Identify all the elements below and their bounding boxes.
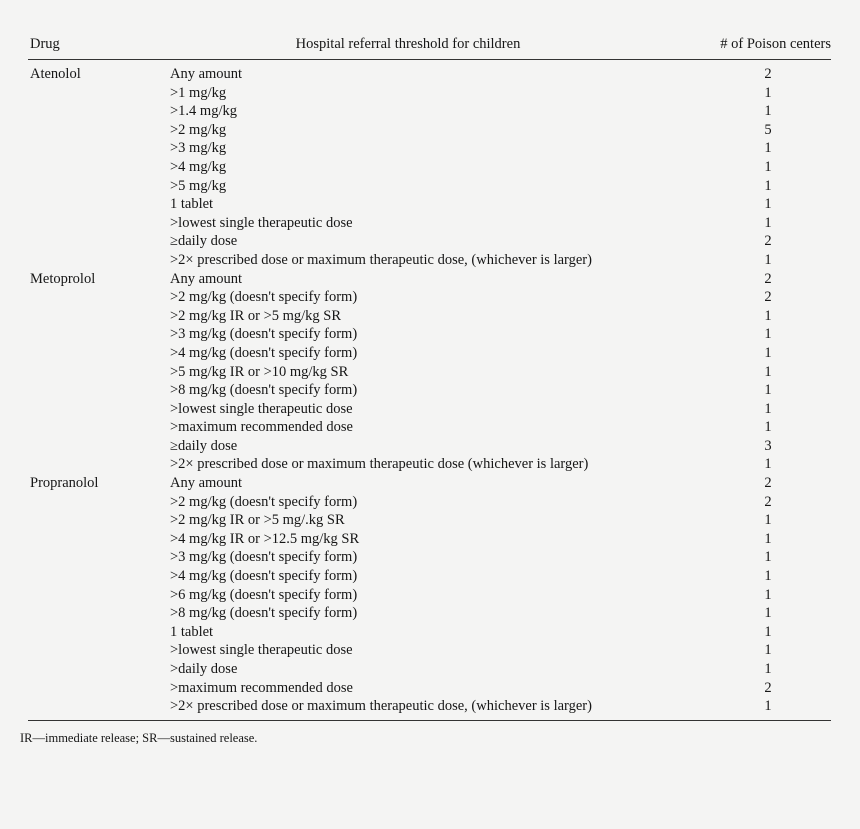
count-cell: 1 (764, 158, 772, 175)
threshold-cell: >maximum recommended dose (170, 419, 353, 436)
drug-cell: Metoprolol (30, 270, 96, 287)
table-row (28, 623, 831, 642)
threshold-cell: Any amount (170, 475, 243, 492)
count-cell: 5 (764, 121, 772, 138)
count-cell: 2 (764, 270, 772, 287)
count-cell: 1 (764, 177, 772, 194)
threshold-cell: >1 mg/kg (170, 84, 227, 101)
threshold-cell: >5 mg/kg IR or >10 mg/kg SR (170, 363, 349, 380)
table-row (28, 307, 831, 326)
count-cell: 1 (764, 326, 772, 343)
threshold-cell: >4 mg/kg (170, 158, 227, 175)
table-row (28, 567, 831, 586)
count-cell: 1 (764, 698, 772, 715)
threshold-cell: >2 mg/kg (170, 121, 227, 138)
threshold-cell: >3 mg/kg (170, 140, 227, 157)
count-cell: 1 (764, 642, 772, 659)
count-cell: 1 (764, 512, 772, 529)
count-cell: 1 (764, 344, 772, 361)
table-row (28, 158, 831, 177)
table-row (28, 493, 831, 512)
table-row (28, 437, 831, 456)
table-row (28, 548, 831, 567)
count-cell: 1 (764, 530, 772, 547)
count-cell: 2 (764, 493, 772, 510)
table-row (28, 530, 831, 549)
count-cell: 1 (764, 307, 772, 324)
table-row (28, 641, 831, 660)
threshold-cell: >8 mg/kg (doesn't specify form) (170, 382, 358, 399)
count-cell: 1 (764, 382, 772, 399)
table-row (28, 195, 831, 214)
count-cell: 1 (764, 605, 772, 622)
table-row (28, 660, 831, 679)
table-row (28, 418, 831, 437)
threshold-cell: Any amount (170, 270, 243, 287)
table-row (28, 65, 831, 84)
table-row (28, 511, 831, 530)
count-cell: 1 (764, 251, 772, 268)
table-row (28, 474, 831, 493)
count-cell: 1 (764, 549, 772, 566)
count-cell: 1 (764, 400, 772, 417)
count-cell: 2 (764, 679, 772, 696)
threshold-cell: >maximum recommended dose (170, 679, 353, 696)
table-header (28, 36, 831, 56)
threshold-cell: >2 mg/kg IR or >5 mg/kg SR (170, 307, 342, 324)
count-cell: 1 (764, 140, 772, 157)
threshold-cell: >4 mg/kg (doesn't specify form) (170, 568, 358, 585)
table-row (28, 344, 831, 363)
drug-cell: Propranolol (30, 475, 99, 492)
table-row (28, 679, 831, 698)
threshold-cell: >2× prescribed dose or maximum therapeutic dose, (whichever is larger) (170, 698, 592, 715)
count-cell: 1 (764, 623, 772, 640)
table-row (28, 84, 831, 103)
table-row (28, 400, 831, 419)
threshold-cell: ≥daily dose (170, 233, 238, 250)
threshold-cell: 1 tablet (170, 623, 214, 640)
count-cell: 1 (764, 456, 772, 473)
threshold-cell: >2 mg/kg (doesn't specify form) (170, 493, 358, 510)
count-cell: 2 (764, 66, 772, 82)
table-row (28, 270, 831, 289)
threshold-cell: >2× prescribed dose or maximum therapeutic dose, (whichever is larger) (170, 251, 592, 268)
threshold-cell: >2× prescribed dose or maximum therapeutic dose (whichever is larger) (170, 456, 589, 473)
table-row (28, 139, 831, 158)
threshold-cell: 1 tablet (170, 196, 214, 213)
table-row (28, 697, 831, 716)
threshold-cell: Any amount (170, 66, 243, 82)
count-cell: 2 (764, 289, 772, 306)
count-cell: 1 (764, 103, 772, 120)
table-row (28, 251, 831, 270)
table-row (28, 586, 831, 605)
threshold-cell: >3 mg/kg (doesn't specify form) (170, 326, 358, 343)
threshold-cell: >4 mg/kg (doesn't specify form) (170, 344, 358, 361)
count-cell: 1 (764, 419, 772, 436)
threshold-cell: >4 mg/kg IR or >12.5 mg/kg SR (170, 530, 360, 547)
header-threshold: Hospital referral threshold for children (295, 36, 521, 52)
table-row (28, 363, 831, 382)
count-cell: 1 (764, 568, 772, 585)
count-cell: 1 (764, 586, 772, 603)
threshold-cell: >3 mg/kg (doesn't specify form) (170, 549, 358, 566)
threshold-cell: >lowest single therapeutic dose (170, 642, 353, 659)
count-cell: 1 (764, 661, 772, 677)
table-row (28, 381, 831, 400)
threshold-cell: >lowest single therapeutic dose (170, 214, 353, 231)
table-row (28, 455, 831, 474)
threshold-cell: >lowest single therapeutic dose (170, 400, 353, 417)
bottom-rule (28, 720, 831, 721)
drug-cell: Atenolol (30, 66, 81, 82)
threshold-cell: >2 mg/kg IR or >5 mg/.kg SR (170, 512, 345, 529)
threshold-cell: >5 mg/kg (170, 177, 227, 194)
count-cell: 2 (764, 233, 772, 250)
threshold-cell: >2 mg/kg (doesn't specify form) (170, 289, 358, 306)
table-row (28, 102, 831, 121)
top-rule (28, 59, 831, 60)
threshold-cell: >1.4 mg/kg (170, 103, 237, 120)
threshold-cell: >6 mg/kg (doesn't specify form) (170, 586, 358, 603)
count-cell: 1 (764, 214, 772, 231)
footnote: IR—immediate release; SR—sustained release. (20, 731, 258, 745)
count-cell: 1 (764, 363, 772, 380)
table-row (28, 325, 831, 344)
count-cell: 1 (764, 196, 772, 213)
threshold-cell: ≥daily dose (170, 437, 238, 454)
header-drug: Drug (30, 36, 60, 52)
count-cell: 2 (764, 475, 772, 492)
table-row (28, 288, 831, 307)
count-cell: 3 (764, 437, 772, 454)
table-row (28, 604, 831, 623)
threshold-cell: >8 mg/kg (doesn't specify form) (170, 605, 358, 622)
table-row (28, 232, 831, 251)
header-centers: # of Poison centers (720, 36, 831, 52)
table-row (28, 214, 831, 233)
table-row (28, 177, 831, 196)
threshold-cell: >daily dose (170, 661, 238, 677)
count-cell: 1 (764, 84, 772, 101)
table-body (28, 65, 831, 716)
table-row (28, 121, 831, 140)
